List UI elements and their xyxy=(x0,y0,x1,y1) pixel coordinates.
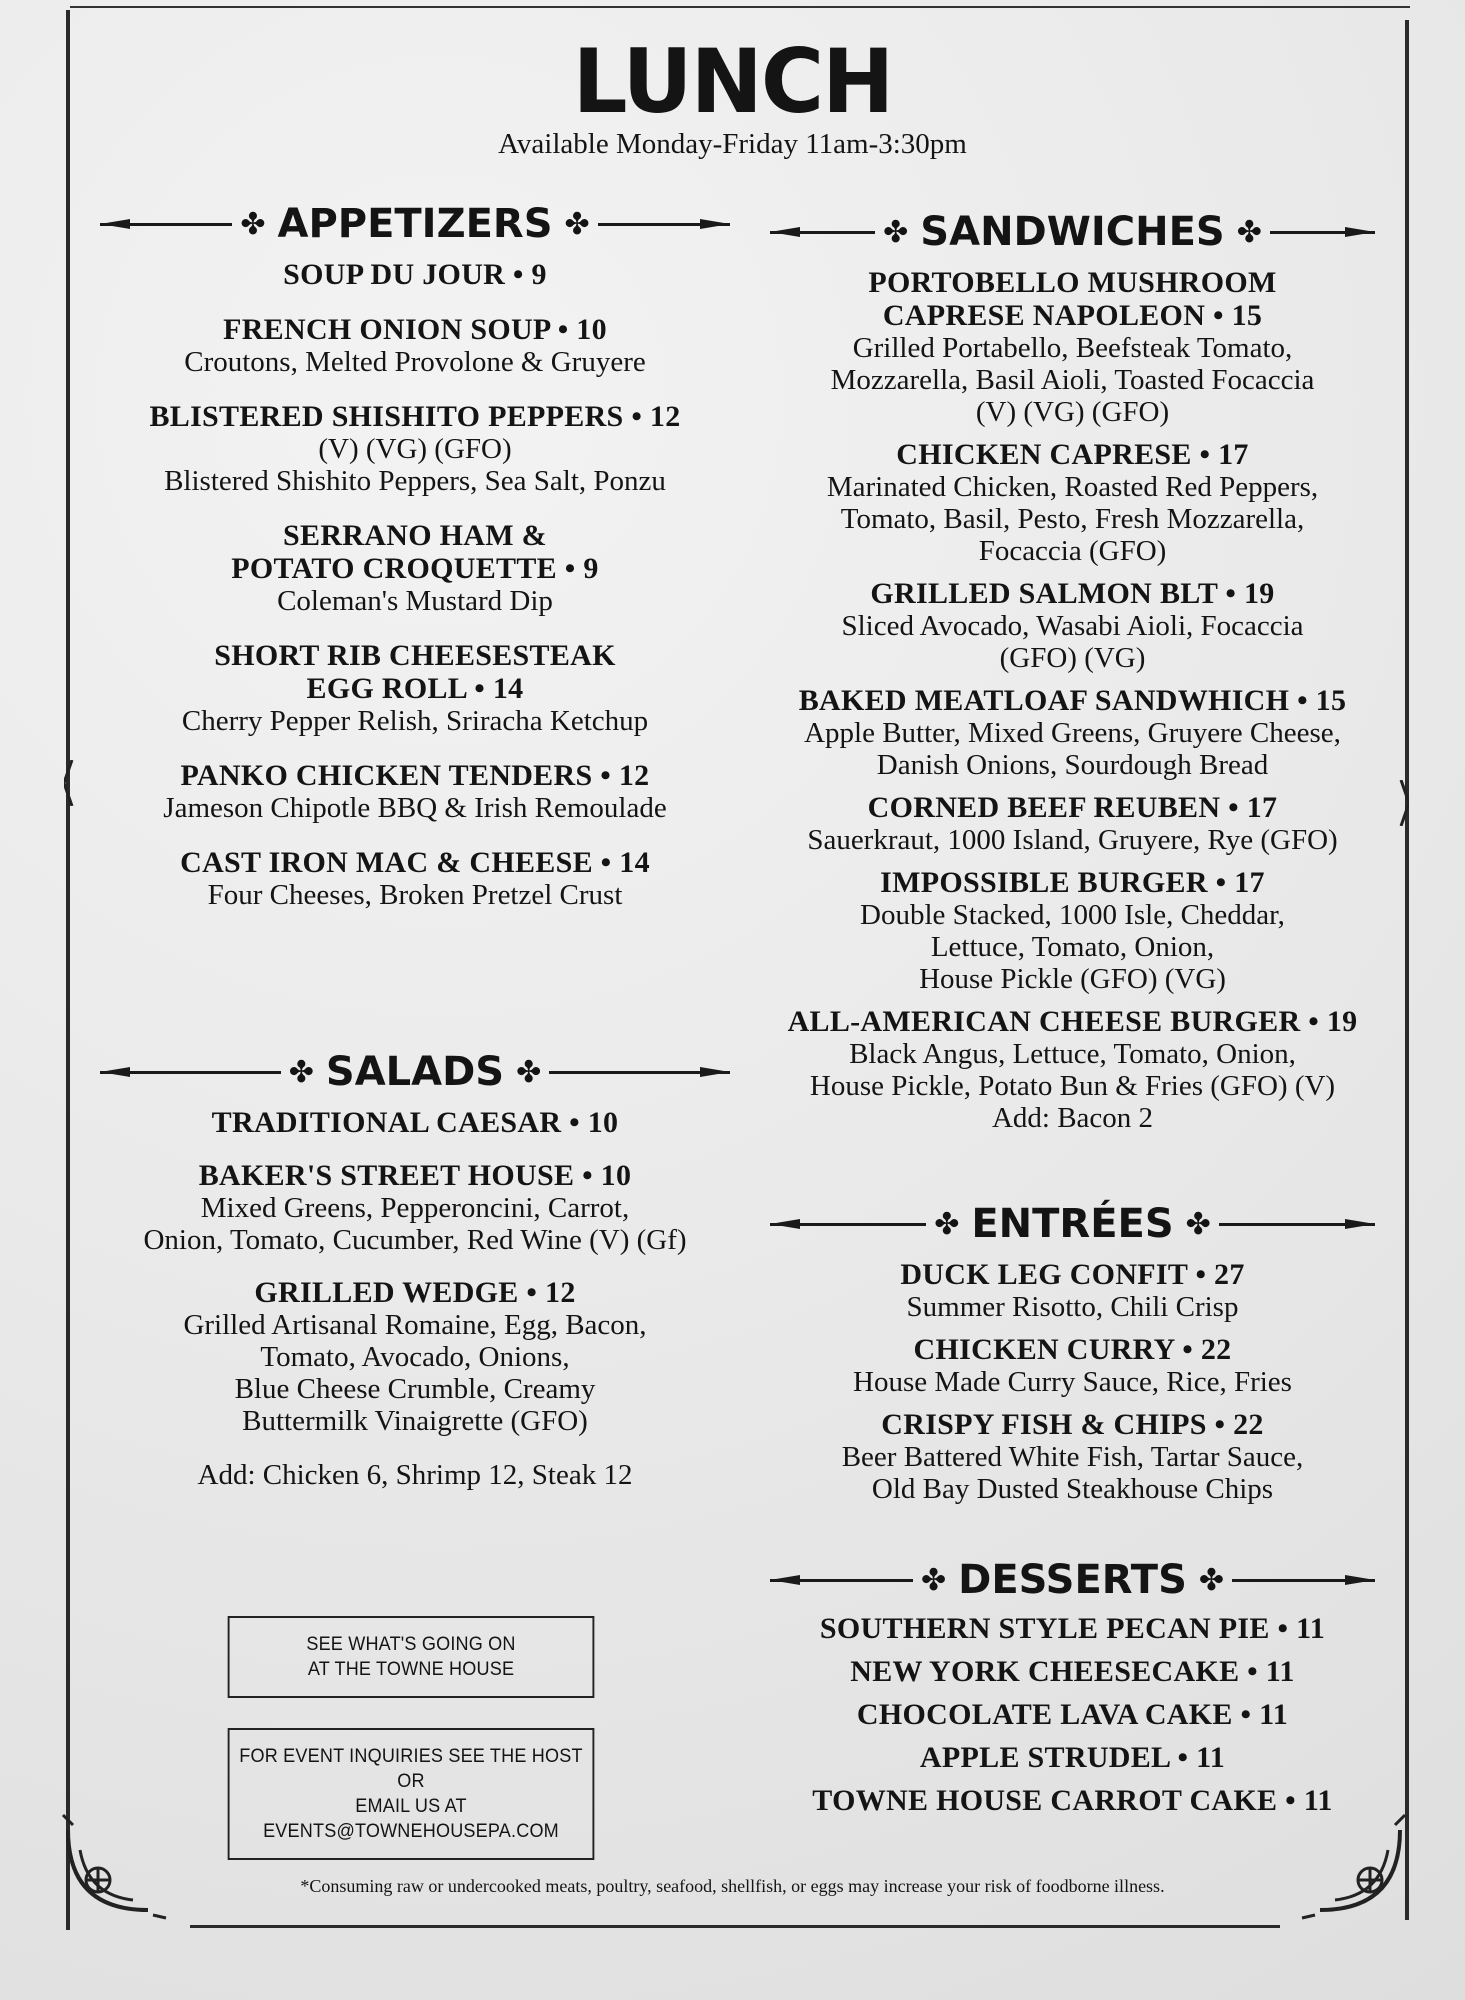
menu-item xyxy=(770,438,1375,567)
salads-add-ons: Add: Chicken 6, Shrimp 12, Steak 12 xyxy=(197,1459,633,1491)
right-edge-notch xyxy=(1393,780,1409,826)
menu-item-name: PORTOBELLO MUSHROOM CAPRESE NAPOLEON • 15 xyxy=(868,266,1277,332)
header-rule xyxy=(598,223,730,226)
menu-item xyxy=(100,1276,730,1437)
menu-item-name: TRADITIONAL CAESAR • 10 xyxy=(211,1106,619,1139)
flourish-icon: ✤ xyxy=(288,1054,314,1090)
flourish-icon: ✤ xyxy=(1236,214,1262,250)
event-inquiries-box xyxy=(228,1728,595,1860)
menu-item xyxy=(100,1106,730,1139)
menu-item-description: House Made Curry Sauce, Rice, Fries xyxy=(853,1366,1292,1398)
salads-list xyxy=(100,1106,730,1437)
menu-item-description: Cherry Pepper Relish, Sriracha Ketchup xyxy=(181,705,649,737)
dessert-item: APPLE STRUDEL • 11 xyxy=(919,1741,1226,1774)
salads-header xyxy=(100,1044,730,1100)
menu-item xyxy=(770,1005,1375,1134)
menu-item-name: CRISPY FISH & CHIPS • 22 xyxy=(881,1408,1264,1441)
desserts-section xyxy=(770,1552,1375,1817)
menu-item-name: CORNED BEEF REUBEN • 17 xyxy=(867,791,1278,824)
menu-item-name: PANKO CHICKEN TENDERS • 12 xyxy=(180,759,650,792)
entrees-title: ENTRÉES xyxy=(971,1201,1174,1247)
flourish-icon: ✤ xyxy=(934,1206,960,1242)
sandwiches-header xyxy=(770,204,1375,260)
header-rule xyxy=(770,231,875,234)
header-rule xyxy=(1219,1223,1375,1226)
flourish-icon: ✤ xyxy=(883,214,909,250)
menu-item xyxy=(100,639,730,737)
menu-item xyxy=(770,1333,1375,1398)
header-rule xyxy=(770,1579,913,1582)
menu-item-name: IMPOSSIBLE BURGER • 17 xyxy=(880,866,1265,899)
header-rule xyxy=(100,223,232,226)
menu-item-name: CAST IRON MAC & CHEESE • 14 xyxy=(180,846,650,879)
entrees-list xyxy=(770,1258,1375,1505)
menu-item-name: GRILLED WEDGE • 12 xyxy=(254,1276,576,1309)
sandwiches-list xyxy=(770,266,1375,1134)
dessert-item: CHOCOLATE LAVA CAKE • 11 xyxy=(856,1698,1289,1731)
menu-item xyxy=(770,1408,1375,1505)
menu-item-description: Sliced Avocado, Wasabi Aioli, Focaccia (GFO) (VG) xyxy=(841,610,1304,674)
menu-item xyxy=(770,1258,1375,1323)
entrees-section xyxy=(770,1196,1375,1505)
events-info-box xyxy=(228,1616,595,1698)
dessert-item: TOWNE HOUSE CARROT CAKE • 11 xyxy=(812,1784,1333,1817)
menu-item xyxy=(100,1159,730,1256)
appetizers-title: APPETIZERS xyxy=(277,201,553,247)
desserts-list xyxy=(770,1612,1375,1817)
menu-item xyxy=(100,759,730,824)
dessert-item: NEW YORK CHEESECAKE • 11 xyxy=(850,1655,1295,1688)
header-rule xyxy=(770,1223,926,1226)
menu-item-name: BAKED MEATLOAF SANDWHICH • 15 xyxy=(798,684,1347,717)
dessert-item: SOUTHERN STYLE PECAN PIE • 11 xyxy=(819,1612,1326,1645)
menu-item-description: Mixed Greens, Pepperoncini, Carrot, Onion, Tomato, Cucumber, Red Wine (V) (Gf) xyxy=(143,1192,687,1256)
menu-item-description: Double Stacked, 1000 Isle, Cheddar, Lettuce, Tomato, Onion, House Pickle (GFO) (VG) xyxy=(860,899,1285,995)
menu-item-name: BAKER'S STREET HOUSE • 10 xyxy=(198,1159,632,1192)
menu-item-description: Four Cheeses, Broken Pretzel Crust xyxy=(207,879,623,911)
menu-item-description: (V) (VG) (GFO) Blistered Shishito Peppers, Sea Salt, Ponzu xyxy=(164,433,666,497)
header-rule xyxy=(1270,231,1375,234)
desserts-title: DESSERTS xyxy=(958,1557,1187,1603)
menu-item-name: SOUP DU JOUR • 9 xyxy=(283,258,547,291)
left-edge-notch xyxy=(64,760,80,806)
availability-subtitle: Available Monday-Friday 11am-3:30pm xyxy=(498,128,967,160)
menu-item xyxy=(100,400,730,497)
flourish-icon: ✤ xyxy=(564,206,590,242)
menu-item-name: CHICKEN CAPRESE • 17 xyxy=(896,438,1249,471)
flourish-icon: ✤ xyxy=(920,1562,947,1598)
sandwiches-title: SANDWICHES xyxy=(920,209,1225,255)
menu-item xyxy=(770,577,1375,674)
food-safety-disclaimer: *Consuming raw or undercooked meats, poultry, seafood, shellfish, or eggs may increase your risk of foodborne illness. xyxy=(300,1876,1165,1896)
menu-item-name: GRILLED SALMON BLT • 19 xyxy=(870,577,1275,610)
menu-item-name: ALL-AMERICAN CHEESE BURGER • 19 xyxy=(787,1005,1358,1038)
menu-item-name: SERRANO HAM & POTATO CROQUETTE • 9 xyxy=(231,519,599,585)
appetizers-section xyxy=(100,196,730,911)
header-rule xyxy=(100,1071,281,1074)
frame-left-line xyxy=(66,10,70,1930)
menu-item-description: Summer Risotto, Chili Crisp xyxy=(906,1291,1239,1323)
salads-title: SALADS xyxy=(325,1049,505,1095)
header-rule xyxy=(549,1071,730,1074)
page-title: LUNCH xyxy=(572,30,893,133)
menu-item xyxy=(770,684,1375,781)
sandwiches-section xyxy=(770,204,1375,1134)
menu-item xyxy=(770,866,1375,995)
flourish-icon: ✤ xyxy=(1198,1562,1225,1598)
menu-item xyxy=(100,519,730,617)
menu-item-description: Black Angus, Lettuce, Tomato, Onion, House Pickle, Potato Bun & Fries (GFO) (V) Add: Bacon 2 xyxy=(809,1038,1336,1134)
appetizers-list xyxy=(100,258,730,911)
menu-item-description: Grilled Artisanal Romaine, Egg, Bacon, Tomato, Avocado, Onions, Blue Cheese Crumble, Creamy Buttermilk Vinaigrette (GFO) xyxy=(183,1309,647,1437)
menu-item xyxy=(770,791,1375,856)
entrees-header xyxy=(770,1196,1375,1252)
menu-item-name: SHORT RIB CHEESESTEAK EGG ROLL • 14 xyxy=(214,639,616,705)
menu-item-name: DUCK LEG CONFIT • 27 xyxy=(900,1258,1245,1291)
appetizers-header xyxy=(100,196,730,252)
menu-item-name: FRENCH ONION SOUP • 10 xyxy=(223,313,607,346)
salads-section xyxy=(100,1044,730,1491)
menu-item-description: Grilled Portabello, Beefsteak Tomato, Mozzarella, Basil Aioli, Toasted Focaccia (V) (VG) (GFO) xyxy=(830,332,1315,428)
flourish-icon: ✤ xyxy=(240,206,266,242)
menu-item xyxy=(100,258,730,291)
corner-ornament-bottom-left xyxy=(58,1810,168,1920)
menu-item-description: Sauerkraut, 1000 Island, Gruyere, Rye (GFO) xyxy=(807,824,1338,856)
menu-item-name: CHICKEN CURRY • 22 xyxy=(913,1333,1232,1366)
frame-top-line xyxy=(70,6,1410,8)
frame-right-line xyxy=(1405,20,1409,1920)
menu-item-description: Croutons, Melted Provolone & Gruyere xyxy=(184,346,646,378)
menu-item-description: Apple Butter, Mixed Greens, Gruyere Cheese, Danish Onions, Sourdough Bread xyxy=(804,717,1341,781)
menu-item xyxy=(770,266,1375,428)
menu-item-description: Marinated Chicken, Roasted Red Peppers, Tomato, Basil, Pesto, Fresh Mozzarella, Focaccia (GFO) xyxy=(826,471,1319,567)
events-info-text: SEE WHAT'S GOING ON AT THE TOWNE HOUSE xyxy=(306,1634,516,1680)
menu-item xyxy=(100,313,730,378)
flourish-icon: ✤ xyxy=(516,1054,542,1090)
flourish-icon: ✤ xyxy=(1185,1206,1211,1242)
corner-ornament-bottom-right xyxy=(1300,1810,1410,1920)
menu-item-description: Coleman's Mustard Dip xyxy=(277,585,553,617)
desserts-header xyxy=(770,1552,1375,1608)
frame-bottom-line xyxy=(190,1925,1280,1928)
menu-item xyxy=(100,846,730,911)
menu-item-description: Beer Battered White Fish, Tartar Sauce, Old Bay Dusted Steakhouse Chips xyxy=(841,1441,1304,1505)
menu-item-name: BLISTERED SHISHITO PEPPERS • 12 xyxy=(149,400,681,433)
event-inquiries-text: FOR EVENT INQUIRIES SEE THE HOST OR EMAIL US AT EVENTS@TOWNEHOUSEPA.COM xyxy=(239,1746,583,1842)
header-rule xyxy=(1232,1579,1375,1582)
menu-item-description: Jameson Chipotle BBQ & Irish Remoulade xyxy=(163,792,667,824)
